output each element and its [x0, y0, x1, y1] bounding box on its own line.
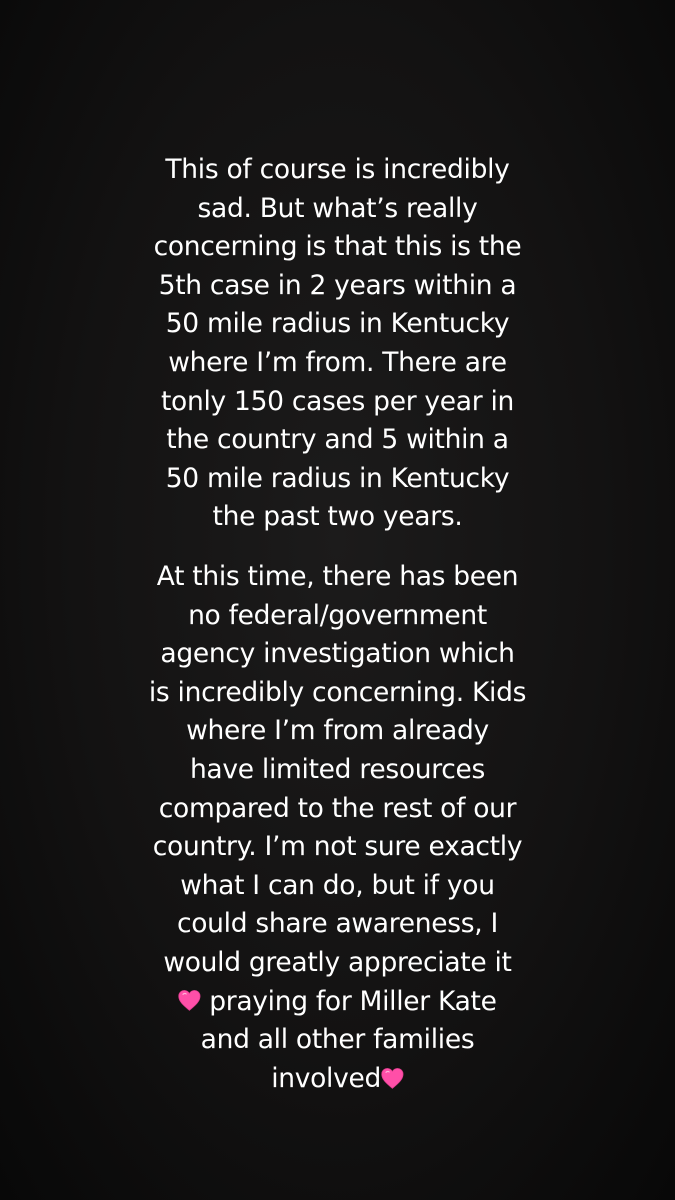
- text-line: tonly 150 cases per year in: [160, 385, 515, 417]
- text-line: involved: [271, 1062, 382, 1094]
- heart-icon: [178, 989, 201, 1012]
- text-line: and all other families: [200, 1024, 475, 1056]
- text-line: is incredibly concerning. Kids: [148, 676, 527, 708]
- text-line: would greatly appreciate it: [163, 946, 512, 978]
- text-line: sad. But what’s really: [197, 192, 478, 224]
- text-line: where I’m from already: [186, 715, 489, 747]
- text-line: compared to the rest of our: [158, 792, 517, 824]
- text-line: This of course is incredibly: [165, 154, 510, 185]
- text-line: what I can do, but if you: [180, 869, 495, 901]
- story-paragraph-2: [0, 558, 675, 1098]
- text-line: could share awareness, I: [176, 908, 498, 940]
- text-line: At this time, there has been: [156, 561, 519, 592]
- heart-icon: [381, 1067, 404, 1090]
- text-line: country. I’m not sure exactly: [152, 831, 523, 863]
- text-line: praying for Miller Kate: [201, 985, 497, 1017]
- text-line: the country and 5 within a: [166, 424, 509, 456]
- text-line: 5th case in 2 years within a: [158, 269, 517, 301]
- story-paragraph-1: [0, 151, 675, 537]
- text-line: concerning is that this is the: [153, 231, 522, 263]
- text-line-with-heart: [0, 1060, 675, 1099]
- text-line-with-heart: [0, 983, 675, 1022]
- text-line: where I’m from. There are: [168, 346, 507, 378]
- text-line: 50 mile radius in Kentucky: [165, 308, 510, 340]
- text-line: the past two years.: [212, 501, 463, 533]
- text-line: have limited resources: [189, 753, 486, 785]
- text-line: no federal/government: [188, 599, 487, 631]
- text-line: agency investigation which: [160, 638, 515, 670]
- text-line: 50 mile radius in Kentucky: [165, 462, 510, 494]
